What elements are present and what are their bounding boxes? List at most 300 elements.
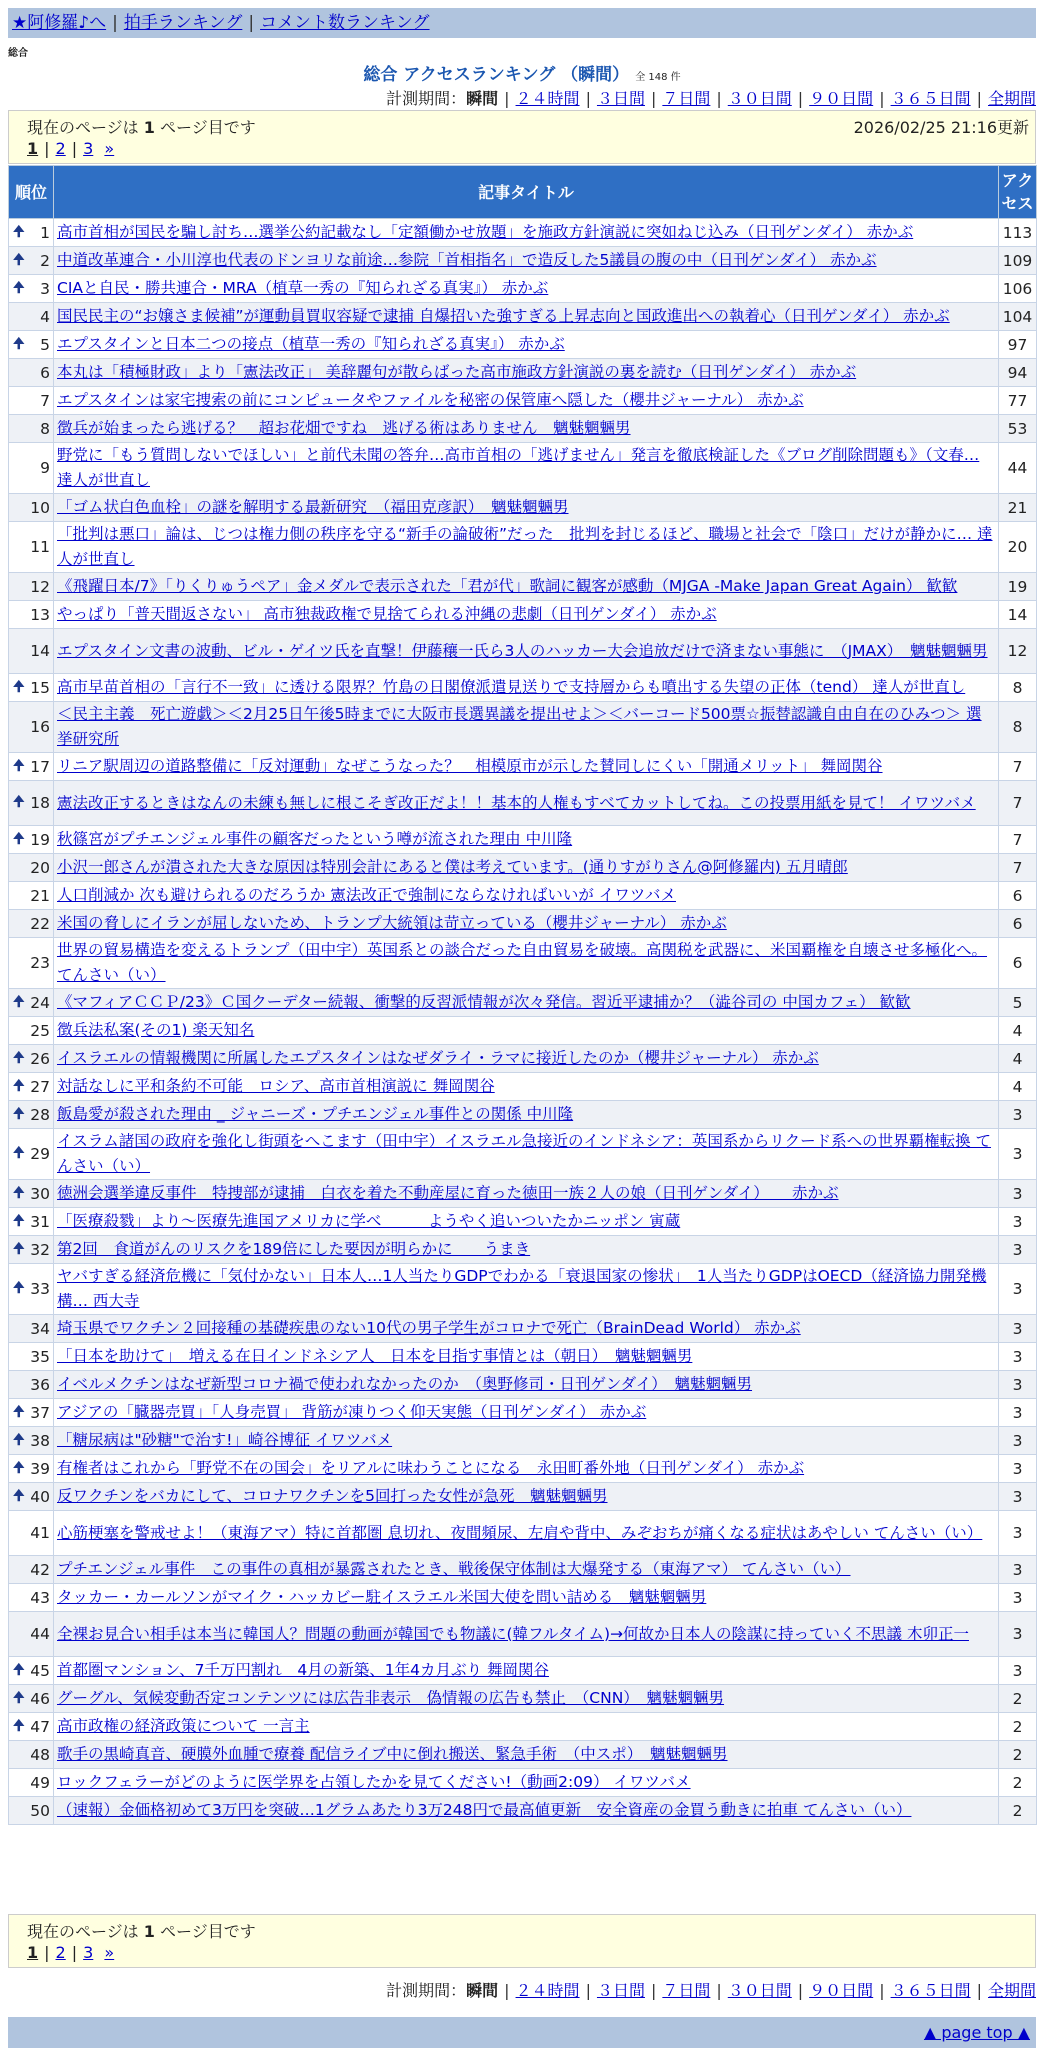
access-count: 7 bbox=[999, 753, 1037, 781]
article-title-link[interactable]: リニア駅周辺の道路整備に「反対運動」なぜこうなった？ 相模原市が示した賛同しにくい「開通メリット」 舞岡関谷 bbox=[57, 757, 883, 775]
rank-cell bbox=[9, 1045, 54, 1073]
next-page-link[interactable]: » bbox=[104, 139, 115, 158]
article-title-link[interactable]: 高市早苗首相の「言行不一致」に透ける限界？竹島の日閣僚派遣見送りで支持層からも噴出する失望の正体（tend） 達人が世直し bbox=[57, 678, 966, 696]
rank-cell bbox=[9, 387, 54, 415]
access-count: 3 bbox=[999, 1556, 1037, 1584]
page-top-link[interactable]: ▲ page top ▲ bbox=[923, 2023, 1030, 2042]
rank-up-arrow-icon: 🠉 bbox=[13, 1403, 25, 1420]
rank-number: 39 bbox=[30, 1459, 50, 1478]
article-title-link[interactable]: CIAと自民・勝共連合・MRA（植草一秀の『知られざる真実』） 赤かぶ bbox=[57, 279, 549, 297]
rank-cell bbox=[9, 1556, 54, 1584]
table-row bbox=[9, 1797, 1037, 1825]
article-title-link[interactable]: やっぱり「普天間返さない」 高市独裁政権で見捨てられる沖縄の悲劇（日刊ゲンダイ） 赤かぶ bbox=[57, 605, 717, 623]
table-row bbox=[9, 910, 1037, 938]
rank-number: 40 bbox=[30, 1487, 50, 1506]
rank-cell bbox=[9, 522, 54, 573]
rank-cell bbox=[9, 1511, 54, 1556]
title-cell bbox=[54, 826, 999, 854]
article-title-link[interactable]: グーグル、気候変動否定コンテンツには広告非表示 偽情報の広告も禁止 （CNN） 魑魅魍魎男 bbox=[57, 1689, 725, 1707]
rank-number: 15 bbox=[30, 678, 50, 697]
article-title-link[interactable]: タッカー・カールソンがマイク・ハッカビー駐イスラエル米国大使を問い詰める 魑魅魍魎男 bbox=[57, 1588, 707, 1606]
rank-cell bbox=[9, 1101, 54, 1129]
table-row bbox=[9, 1017, 1037, 1045]
table-row bbox=[9, 1101, 1037, 1129]
title-cell bbox=[54, 882, 999, 910]
article-title-link[interactable]: 対話なしに平和条約不可能 ロシア、高市首相演説に 舞岡関谷 bbox=[57, 1077, 495, 1095]
period-option-link[interactable]: ２４時間 bbox=[515, 89, 580, 108]
article-title-link[interactable]: ＜民主主義 死亡遊戯＞＜2月25日午後5時までに大阪市長選異議を提出せよ＞＜バーコード500票☆振替認識自由自在のひみつ＞ 選挙研究所 bbox=[57, 705, 982, 748]
article-title-link[interactable]: 「糖尿病は"砂糖"で治す!」崎谷博征 イワツバメ bbox=[57, 1431, 393, 1449]
rank-up-arrow-icon: 🠉 bbox=[13, 1240, 25, 1257]
access-count: 2 bbox=[999, 1685, 1037, 1713]
rank-number: 20 bbox=[30, 858, 50, 877]
access-count: 3 bbox=[999, 1315, 1037, 1343]
rank-number: 32 bbox=[30, 1240, 50, 1259]
period-option-link[interactable]: ３日間 bbox=[596, 89, 645, 108]
access-count: 3 bbox=[999, 1129, 1037, 1180]
article-title-link[interactable]: 小沢一郎さんが潰された大きな原因は特別会計にあると僕は考えています。(通りすがりさん@阿修羅内) 五月晴郎 bbox=[57, 858, 848, 876]
title-cell bbox=[54, 854, 999, 882]
rank-cell bbox=[9, 989, 54, 1017]
title-cell bbox=[54, 1315, 999, 1343]
access-count: 8 bbox=[999, 702, 1037, 753]
access-count: 3 bbox=[999, 1657, 1037, 1685]
period-separator: | bbox=[976, 1981, 982, 2000]
access-count: 3 bbox=[999, 1343, 1037, 1371]
rank-number: 47 bbox=[30, 1717, 50, 1736]
article-title-link[interactable]: 人口削減か 次も避けられるのだろうか 憲法改正で強制にならなければいいが イワツバメ bbox=[57, 886, 676, 904]
rank-number: 6 bbox=[40, 363, 50, 382]
title-cell bbox=[54, 1399, 999, 1427]
period-option-link[interactable]: ３日間 bbox=[596, 1981, 645, 2000]
table-row bbox=[9, 1371, 1037, 1399]
rank-number: 46 bbox=[30, 1689, 50, 1708]
article-title-link[interactable]: 飯島愛が殺された理由 _ ジャニーズ・プチエンジェル事件との関係 中川隆 bbox=[57, 1105, 574, 1123]
table-row bbox=[9, 1584, 1037, 1612]
table-row bbox=[9, 1208, 1037, 1236]
period-option-link[interactable]: 全期間 bbox=[987, 1981, 1036, 2000]
rank-cell bbox=[9, 1427, 54, 1455]
rank-cell bbox=[9, 219, 54, 247]
article-title-link[interactable]: 世界の貿易構造を変えるトランプ（田中宇）英国系との談合だった自由貿易を破壊。高関税を武器に、米国覇権を自壊させ多極化へ。 てんさい（い） bbox=[57, 941, 988, 984]
article-title-link[interactable]: 中道改革連合・小川淳也代表のドンヨリな前途…参院「首相指名」で造反した5議員の腹の中（日刊ゲンダイ） 赤かぶ bbox=[57, 251, 877, 269]
article-title-link[interactable]: 「批判は悪口」論は、じつは権力側の秩序を守る“新手の論破術”だった 批判を封じるほど、職場と社会で「陰口」だけが静かに… 達人が世直し bbox=[57, 525, 993, 568]
rank-up-arrow-icon: 🠉 bbox=[13, 757, 25, 774]
article-title-link[interactable]: 秋篠宮がプチエンジェル事件の顧客だったという噂が流された理由 中川隆 bbox=[57, 830, 573, 848]
article-title-link[interactable]: 《飛躍日本/7》「りくりゅうペア」金メダルで表示された「君が代」歌詞に観客が感動（MJGA -Make Japan Great Again） 歓歓 bbox=[57, 577, 958, 595]
pager-current: 1 bbox=[143, 118, 155, 137]
rank-number: 9 bbox=[40, 459, 50, 477]
rank-up-arrow-icon: 🠉 bbox=[13, 279, 25, 296]
article-title-link[interactable]: 首都圏マンション、7千万円割れ 4月の新築、1年4カ月ぶり 舞岡関谷 bbox=[57, 1661, 549, 1679]
article-title-link[interactable]: 国民民主の“お嬢さま候補”が運動員買収容疑で逮捕 自爆招いた強すぎる上昇志向と国政進出への執着心（日刊ゲンダイ） 赤かぶ bbox=[57, 307, 950, 325]
access-count: 3 bbox=[999, 1180, 1037, 1208]
rank-cell bbox=[9, 275, 54, 303]
rank-cell bbox=[9, 1584, 54, 1612]
article-title-link[interactable]: イスラム諸国の政府を強化し街頭をへこます（田中宇）イスラエル急接近のインドネシア：英国系からリクード系への世界覇権転換 てんさい（い） bbox=[57, 1132, 992, 1175]
rank-number: 8 bbox=[40, 419, 50, 438]
article-title-link[interactable]: 憲法改正するときはなんの未練も無しに根こそぎ改正だよ！！基本的人権もすべてカットしてね。この投票用紙を見て！ イワツバメ bbox=[57, 793, 976, 812]
top-nav-bar bbox=[8, 8, 1036, 38]
next-page-link[interactable]: » bbox=[104, 1943, 115, 1962]
rank-cell bbox=[9, 1236, 54, 1264]
table-row bbox=[9, 219, 1037, 247]
rank-cell bbox=[9, 938, 54, 989]
rank-up-arrow-icon: 🠉 bbox=[13, 251, 25, 268]
rank-cell bbox=[9, 443, 54, 494]
period-separator: | bbox=[504, 1981, 510, 2000]
footer-bar bbox=[8, 2017, 1036, 2048]
access-count: 21 bbox=[999, 494, 1037, 522]
rank-number: 25 bbox=[30, 1021, 50, 1040]
rank-cell bbox=[9, 1315, 54, 1343]
title-cell bbox=[54, 938, 999, 989]
page-link[interactable]: 3 bbox=[83, 139, 94, 158]
title-cell bbox=[54, 1713, 999, 1741]
table-row bbox=[9, 1612, 1037, 1657]
access-count: 6 bbox=[999, 910, 1037, 938]
period-separator: | bbox=[650, 89, 657, 108]
title-cell bbox=[54, 1427, 999, 1455]
period-selector-top bbox=[386, 86, 1036, 109]
rank-number: 50 bbox=[30, 1801, 50, 1820]
rank-cell bbox=[9, 629, 54, 674]
rank-up-arrow-icon: 🠉 bbox=[13, 1431, 25, 1448]
title-cell bbox=[54, 1264, 999, 1315]
table-row bbox=[9, 1483, 1037, 1511]
rank-number: 49 bbox=[30, 1773, 50, 1792]
article-title-link[interactable]: 高市政権の経済政策について 一言主 bbox=[57, 1717, 310, 1735]
rank-cell bbox=[9, 753, 54, 781]
title-cell bbox=[54, 1612, 999, 1657]
rank-number: 18 bbox=[30, 794, 50, 812]
rank-cell bbox=[9, 359, 54, 387]
current-page-text bbox=[27, 115, 256, 138]
rank-number: 31 bbox=[30, 1212, 50, 1231]
table-row bbox=[9, 1685, 1037, 1713]
article-title-link[interactable]: 第2回 食道がんのリスクを189倍にした要因が明らかに うまき bbox=[57, 1240, 531, 1258]
period-option-link[interactable]: ３６５日間 bbox=[890, 1981, 971, 2000]
rank-number: 11 bbox=[30, 538, 50, 556]
title-cell bbox=[54, 1208, 999, 1236]
title-cell bbox=[54, 1685, 999, 1713]
article-title-link[interactable]: イスラエルの情報機関に所属したエプスタインはなぜダライ・ラマに接近したのか（櫻井ジャーナル） 赤かぶ bbox=[57, 1049, 819, 1067]
article-title-link[interactable]: 「日本を助けて」 増える在日インドネシア人 日本を目指す事情とは（朝日） 魑魅魍魎男 bbox=[57, 1347, 693, 1365]
rank-up-arrow-icon: 🠉 bbox=[13, 1459, 25, 1476]
access-count: 113 bbox=[999, 219, 1037, 247]
asyura-home-link[interactable]: ★阿修羅♪へ bbox=[12, 13, 107, 33]
table-row bbox=[9, 1741, 1037, 1769]
period-option-link[interactable]: ３０日間 bbox=[727, 89, 792, 108]
rank-cell bbox=[9, 1343, 54, 1371]
page-link[interactable]: 2 bbox=[55, 1943, 66, 1962]
rank-up-arrow-icon: 🠉 bbox=[13, 1049, 25, 1066]
page-title-text: 総合 アクセスランキング （瞬間） bbox=[363, 65, 630, 85]
rank-cell bbox=[9, 1264, 54, 1315]
access-count: 3 bbox=[999, 1612, 1037, 1657]
article-title-link[interactable]: 歌手の黒崎真音、硬膜外血腫で療養 配信ライブ中に倒れ搬送、緊急手術 （中スポ） 魑魅魍魎男 bbox=[57, 1745, 728, 1763]
page-separator: | bbox=[44, 1943, 50, 1962]
rank-up-arrow-icon: 🠉 bbox=[13, 335, 25, 352]
title-cell bbox=[54, 1371, 999, 1399]
rank-cell bbox=[9, 494, 54, 522]
article-title-link[interactable]: ロックフェラーがどのように医学界を占領したかを見てください!（動画2:09） イワツバメ bbox=[57, 1773, 691, 1791]
access-count: 2 bbox=[999, 1741, 1037, 1769]
period-separator: | bbox=[585, 1981, 591, 2000]
rank-number: 34 bbox=[30, 1319, 50, 1338]
rank-number: 41 bbox=[30, 1524, 50, 1542]
rank-cell bbox=[9, 1371, 54, 1399]
access-count: 3 bbox=[999, 1483, 1037, 1511]
pager-post: ページ目です bbox=[160, 118, 256, 137]
article-title-link[interactable]: 本丸は「積極財政」より「憲法改正」 美辞麗句が散らばった高市施政方針演説の裏を読む（日刊ゲンダイ） 赤かぶ bbox=[57, 363, 857, 381]
rank-number: 24 bbox=[30, 993, 50, 1012]
rank-up-arrow-icon: 🠉 bbox=[13, 1487, 25, 1504]
rank-cell bbox=[9, 781, 54, 826]
table-row bbox=[9, 1455, 1037, 1483]
title-cell bbox=[54, 1455, 999, 1483]
table-row bbox=[9, 522, 1037, 573]
title-cell bbox=[54, 1483, 999, 1511]
article-title-link[interactable]: 徳洲会選挙違反事件 特捜部が逮捕 白衣を着た不動産屋に育った徳田一族２人の娘（日刊ゲンダイ） 赤かぶ bbox=[57, 1184, 839, 1202]
article-title-link[interactable]: 有権者はこれから「野党不在の国会」をリアルに味わうことになる 永田町番外地（日刊ゲンダイ） 赤かぶ bbox=[57, 1459, 805, 1477]
rank-up-arrow-icon: 🠉 bbox=[13, 1689, 25, 1706]
article-title-link[interactable]: 高市首相が国民を騙し討ち…選挙公約記載なし「定額働かせ放題」を施政方針演説に突如ねじ込み（日刊ゲンダイ） 赤かぶ bbox=[57, 223, 914, 241]
title-cell bbox=[54, 910, 999, 938]
rank-number: 44 bbox=[30, 1625, 50, 1643]
table-row bbox=[9, 629, 1037, 674]
rank-number: 1 bbox=[40, 223, 50, 242]
title-cell bbox=[54, 331, 999, 359]
period-separator: | bbox=[650, 1981, 657, 2000]
table-row bbox=[9, 387, 1037, 415]
title-cell bbox=[54, 1343, 999, 1371]
access-count: 2 bbox=[999, 1769, 1037, 1797]
article-title-link[interactable]: 全裸お見合い相手は本当に韓国人？問題の動画が韓国でも物議に(韓フルタイム)→何故か日本人の陰謀に持っていく不思議 木卯正一 bbox=[57, 1624, 969, 1643]
article-title-link[interactable]: 心筋梗塞を警戒せよ！（東海アマ）特に首都圏 息切れ、夜間頻尿、左肩や背中、みぞおちが痛くなる症状はあやしい てんさい（い） bbox=[57, 1523, 983, 1542]
table-row bbox=[9, 989, 1037, 1017]
period-separator: | bbox=[716, 89, 722, 108]
applause-ranking-link[interactable]: 拍手ランキング bbox=[123, 13, 243, 33]
access-count: 2 bbox=[999, 1797, 1037, 1825]
pager-pre: 現在のページは bbox=[27, 1922, 139, 1941]
table-row bbox=[9, 1399, 1037, 1427]
access-count: 2 bbox=[999, 1713, 1037, 1741]
rank-number: 29 bbox=[30, 1145, 50, 1163]
rank-up-arrow-icon: 🠉 bbox=[13, 1717, 25, 1734]
page-separator: | bbox=[44, 139, 50, 158]
ranking-table bbox=[8, 165, 1037, 1825]
rank-up-arrow-icon: 🠉 bbox=[13, 678, 25, 695]
article-title-link[interactable]: 反ワクチンをバカにして、コロナワクチンを5回打った女性が急死 魑魅魍魎男 bbox=[57, 1487, 608, 1505]
article-title-link[interactable]: 野党に「もう質問しないでほしい」と前代未聞の答弁…高市首相の「逃げません」発言を徹底検証した《ブログ削除問題も》（文春… 達人が世直し bbox=[57, 446, 980, 489]
article-title-link[interactable]: プチエンジェル事件 この事件の真相が暴露されたとき、戦後保守体制は大爆発する（東海アマ） てんさい（い） bbox=[57, 1560, 851, 1578]
title-cell bbox=[54, 1017, 999, 1045]
title-cell bbox=[54, 601, 999, 629]
access-count: 14 bbox=[999, 601, 1037, 629]
rank-number: 27 bbox=[30, 1077, 50, 1096]
rank-cell bbox=[9, 1455, 54, 1483]
total-count: 全 148 件 bbox=[635, 72, 681, 83]
page-title bbox=[0, 60, 1044, 85]
title-cell bbox=[54, 494, 999, 522]
breadcrumb: 総合 bbox=[8, 48, 28, 59]
period-option-link[interactable]: ３０日間 bbox=[727, 1981, 792, 2000]
title-cell bbox=[54, 1657, 999, 1685]
access-count: 3 bbox=[999, 1101, 1037, 1129]
title-cell bbox=[54, 1129, 999, 1180]
title-cell bbox=[54, 303, 999, 331]
rank-number: 16 bbox=[30, 718, 50, 736]
article-title-link[interactable]: エプスタイン文書の波動、ビル・ゲイツ氏を直撃！伊藤穰一氏ら3人のハッカー大会追放だけで済まない事態に （JMAX） 魑魅魍魎男 bbox=[57, 641, 988, 660]
period-separator: | bbox=[585, 89, 591, 108]
article-title-link[interactable]: 「ゴム状白色血栓」の謎を解明する最新研究 （福田克彦訳） 魑魅魍魎男 bbox=[57, 498, 569, 516]
access-count: 7 bbox=[999, 781, 1037, 826]
table-row bbox=[9, 1073, 1037, 1101]
table-row bbox=[9, 702, 1037, 753]
table-row bbox=[9, 443, 1037, 494]
rank-cell bbox=[9, 1769, 54, 1797]
rank-number: 17 bbox=[30, 757, 50, 776]
access-count: 3 bbox=[999, 1236, 1037, 1264]
table-row bbox=[9, 303, 1037, 331]
title-cell bbox=[54, 1045, 999, 1073]
table-row bbox=[9, 331, 1037, 359]
table-row bbox=[9, 1769, 1037, 1797]
table-row bbox=[9, 938, 1037, 989]
table-row bbox=[9, 601, 1037, 629]
rank-cell bbox=[9, 1483, 54, 1511]
table-row bbox=[9, 826, 1037, 854]
rank-cell bbox=[9, 1129, 54, 1180]
article-title-link[interactable]: ヤバすぎる経済危機に「気付かない」日本人…1人当たりGDPでわかる「衰退国家の惨状」 1人当たりGDPはOECD（経済協力開発機構… 西大寺 bbox=[57, 1267, 987, 1310]
access-count: 6 bbox=[999, 882, 1037, 910]
page-separator: | bbox=[71, 139, 78, 158]
nav-separator: | bbox=[112, 13, 118, 33]
rank-number: 30 bbox=[30, 1184, 50, 1203]
updated-timestamp: 2026/02/25 21:16更新 bbox=[853, 118, 1029, 137]
access-count: 12 bbox=[999, 629, 1037, 674]
rank-up-arrow-icon: 🠉 bbox=[13, 1105, 25, 1122]
rank-number: 48 bbox=[30, 1745, 50, 1764]
article-title-link[interactable]: 《マフィアＣＣＰ/23》Ｃ国クーデター続報、衝撃的反習派情報が次々発信。習近平逮捕か？（澁谷司の 中国カフェ） 歓歓 bbox=[57, 993, 911, 1011]
period-label: 計測期間： bbox=[386, 1981, 467, 2000]
period-separator: | bbox=[797, 89, 804, 108]
rank-cell bbox=[9, 1713, 54, 1741]
rank-up-arrow-icon: 🠉 bbox=[13, 794, 25, 810]
page-link-current: 1 bbox=[27, 139, 39, 158]
period-separator: | bbox=[504, 89, 510, 108]
access-count: 3 bbox=[999, 1264, 1037, 1315]
access-count: 4 bbox=[999, 1073, 1037, 1101]
table-row bbox=[9, 494, 1037, 522]
rank-up-arrow-icon: 🠉 bbox=[13, 993, 25, 1010]
article-title-link[interactable]: アジアの「臓器売買」「人身売買」 背筋が凍りつく仰天実態（日刊ゲンダイ） 赤かぶ bbox=[57, 1403, 647, 1421]
period-selected: 瞬間 bbox=[466, 1981, 499, 2000]
rank-number: 37 bbox=[30, 1403, 50, 1422]
page-link[interactable]: 2 bbox=[55, 139, 66, 158]
article-title-link[interactable]: 埼玉県でワクチン２回接種の基礎疾患のない10代の男子学生がコロナで死亡（BrainDead World） 赤かぶ bbox=[57, 1319, 801, 1337]
article-title-link[interactable]: 徴兵が始まったら逃げる？ 超お花畑ですね 逃げる術はありません 魑魅魍魎男 bbox=[57, 419, 631, 437]
access-count: 3 bbox=[999, 1427, 1037, 1455]
period-separator: | bbox=[797, 1981, 804, 2000]
access-count: 3 bbox=[999, 1371, 1037, 1399]
rank-cell bbox=[9, 702, 54, 753]
rank-cell bbox=[9, 247, 54, 275]
rank-cell bbox=[9, 1073, 54, 1101]
article-title-link[interactable]: 徴兵法私案(その1) 楽天知名 bbox=[57, 1021, 255, 1039]
pager-pre: 現在のページは bbox=[27, 118, 139, 137]
period-option-link[interactable]: ９０日間 bbox=[809, 1981, 874, 2000]
title-cell bbox=[54, 1073, 999, 1101]
rank-number: 12 bbox=[30, 577, 50, 596]
table-row bbox=[9, 573, 1037, 601]
rank-number: 4 bbox=[40, 307, 50, 326]
period-option-link[interactable]: ７日間 bbox=[662, 1981, 711, 2000]
rank-number: 26 bbox=[30, 1049, 50, 1068]
table-row bbox=[9, 781, 1037, 826]
table-row bbox=[9, 1343, 1037, 1371]
article-title-link[interactable]: 「医療殺戮」より～医療先進国アメリカに学べ ようやく追いついたかニッポン 寅蔵 bbox=[57, 1212, 681, 1230]
table-row bbox=[9, 854, 1037, 882]
period-option-link[interactable]: 全期間 bbox=[987, 89, 1036, 108]
article-title-link[interactable]: エプスタインは家宅捜索の前にコンピュータやファイルを秘密の保管庫へ隠した（櫻井ジャーナル） 赤かぶ bbox=[57, 391, 804, 409]
access-count: 77 bbox=[999, 387, 1037, 415]
title-cell bbox=[54, 219, 999, 247]
rank-up-arrow-icon: 🠉 bbox=[13, 223, 25, 240]
table-row bbox=[9, 674, 1037, 702]
rank-up-arrow-icon: 🠉 bbox=[13, 1661, 25, 1678]
table-row bbox=[9, 1315, 1037, 1343]
period-option-link[interactable]: ２４時間 bbox=[515, 1981, 580, 2000]
page-links bbox=[27, 139, 114, 158]
period-option-link[interactable]: ３６５日間 bbox=[890, 89, 971, 108]
article-title-link[interactable]: 米国の脅しにイランが屈しないため、トランプ大統領は苛立っている（櫻井ジャーナル） 赤かぶ bbox=[57, 914, 727, 932]
period-selected: 瞬間 bbox=[466, 89, 499, 108]
table-row bbox=[9, 1713, 1037, 1741]
access-count: 8 bbox=[999, 674, 1037, 702]
article-title-link[interactable]: イベルメクチンはなぜ新型コロナ禍で使われなかったのか （奥野修司・日刊ゲンダイ） 魑魅魍魎男 bbox=[57, 1375, 753, 1393]
table-row bbox=[9, 359, 1037, 387]
title-cell bbox=[54, 247, 999, 275]
rank-cell bbox=[9, 331, 54, 359]
rank-up-arrow-icon: 🠉 bbox=[13, 830, 25, 847]
rank-number: 7 bbox=[40, 391, 50, 410]
rank-cell bbox=[9, 1612, 54, 1657]
table-row bbox=[9, 247, 1037, 275]
access-count: 109 bbox=[999, 247, 1037, 275]
pager-top bbox=[8, 110, 1036, 164]
article-title-link[interactable]: エプスタインと日本二つの接点（植草一秀の『知られざる真実』） 赤かぶ bbox=[57, 335, 565, 353]
title-cell bbox=[54, 1180, 999, 1208]
header-title: 記事タイトル bbox=[54, 166, 999, 219]
rank-number: 13 bbox=[30, 605, 50, 624]
period-separator: | bbox=[976, 89, 982, 108]
page-link[interactable]: 3 bbox=[83, 1943, 94, 1962]
title-cell bbox=[54, 989, 999, 1017]
comment-ranking-link[interactable]: コメント数ランキング bbox=[260, 13, 430, 33]
period-separator: | bbox=[716, 1981, 722, 2000]
rank-number: 36 bbox=[30, 1375, 50, 1394]
period-option-link[interactable]: ７日間 bbox=[662, 89, 711, 108]
rank-cell bbox=[9, 854, 54, 882]
article-title-link[interactable]: （速報）金価格初めて3万円を突破…1グラムあたり3万248円で最高値更新 安全資産の金買う動きに拍車 てんさい（い） bbox=[57, 1801, 912, 1819]
access-count: 5 bbox=[999, 989, 1037, 1017]
period-option-link[interactable]: ９０日間 bbox=[809, 89, 874, 108]
table-row bbox=[9, 275, 1037, 303]
table-row bbox=[9, 415, 1037, 443]
pager-bottom bbox=[8, 1914, 1036, 1968]
